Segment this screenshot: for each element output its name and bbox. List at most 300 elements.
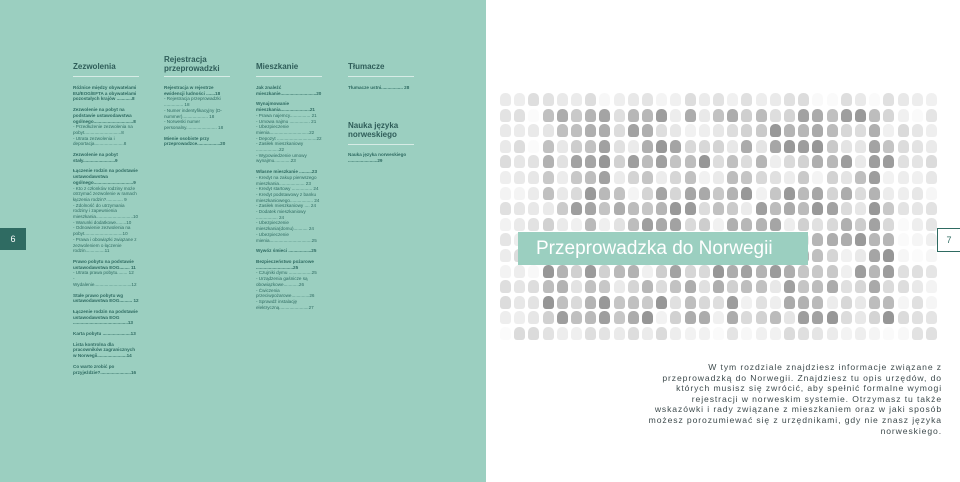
face-thumbnail bbox=[841, 280, 852, 293]
face-thumbnail bbox=[599, 311, 610, 324]
face-thumbnail bbox=[713, 311, 724, 324]
toc-section[interactable]: Stałe prawo pobytu wg ustawodawstwa EOG.......... 12 bbox=[73, 292, 139, 304]
toc-subsection[interactable]: - Rejestracja przeprowadzki ............... 18 bbox=[164, 96, 221, 108]
face-thumbnail bbox=[869, 202, 880, 215]
face-thumbnail bbox=[855, 296, 866, 309]
face-thumbnail bbox=[628, 311, 639, 324]
face-thumbnail bbox=[656, 265, 667, 278]
toc-subsection[interactable]: - Kredyt podstawowy z banku mieszkaniowego.................. 24 bbox=[256, 191, 320, 203]
page-number-left: 6 bbox=[0, 228, 26, 250]
toc-section[interactable]: Łączenie rodzin na podstawie ustawodawstwa EOG ...........................................13 bbox=[73, 308, 138, 326]
face-thumbnail bbox=[812, 93, 823, 106]
face-thumbnail bbox=[912, 93, 923, 106]
face-thumbnail bbox=[528, 296, 539, 309]
toc-subsection[interactable]: - Wypowiedzenie umowy wynajmu.............23 bbox=[256, 152, 307, 164]
face-thumbnail bbox=[543, 218, 554, 231]
face-thumbnail bbox=[770, 140, 781, 153]
column-title: Rejestracja przeprowadzki bbox=[164, 55, 220, 73]
face-thumbnail bbox=[784, 311, 795, 324]
face-thumbnail bbox=[500, 93, 511, 106]
face-thumbnail bbox=[812, 187, 823, 200]
face-thumbnail bbox=[827, 249, 838, 262]
toc-subsection[interactable]: - Wydalenie.............................12 bbox=[73, 276, 137, 287]
face-thumbnail bbox=[713, 124, 724, 137]
toc-section[interactable]: Zezwolenie na pobyt stały.........................9 bbox=[73, 152, 118, 163]
face-thumbnail bbox=[656, 218, 667, 231]
face-thumbnail bbox=[784, 296, 795, 309]
face-thumbnail bbox=[656, 109, 667, 122]
face-thumbnail bbox=[514, 280, 525, 293]
face-thumbnail bbox=[557, 218, 568, 231]
face-thumbnail bbox=[642, 93, 653, 106]
face-thumbnail bbox=[741, 155, 752, 168]
face-thumbnail bbox=[912, 311, 923, 324]
toc-subsection[interactable]: - Prawa najemcy................ 21 bbox=[256, 112, 317, 118]
toc-section[interactable]: Mienie osobiste przy przeprowadzce..................20 bbox=[164, 135, 226, 147]
face-thumbnail bbox=[926, 218, 937, 231]
face-thumbnail bbox=[912, 140, 923, 153]
toc-subsection[interactable]: - Sprawdź instalację elektryczną.......................27 bbox=[256, 298, 314, 310]
toc-section[interactable]: Karta pobytu ......................13 bbox=[73, 331, 136, 337]
face-thumbnail bbox=[812, 265, 823, 278]
toc-list bbox=[256, 85, 322, 310]
face-thumbnail bbox=[685, 202, 696, 215]
face-thumbnail bbox=[528, 280, 539, 293]
face-thumbnail bbox=[585, 218, 596, 231]
face-thumbnail bbox=[599, 280, 610, 293]
toc-section[interactable]: Wynajmowanie mieszkania.......................21 bbox=[256, 101, 315, 113]
face-thumbnail bbox=[756, 93, 767, 106]
toc-list bbox=[73, 85, 139, 375]
toc-subsection[interactable]: - Kredyt startowy ................ 24 bbox=[256, 186, 319, 192]
face-thumbnail bbox=[770, 124, 781, 137]
toc-section[interactable]: Wywóz śmieci ..................25 bbox=[256, 248, 317, 254]
face-thumbnail bbox=[798, 171, 809, 184]
column-title: Mieszkanie bbox=[256, 62, 299, 71]
face-thumbnail bbox=[741, 327, 752, 340]
face-thumbnail bbox=[599, 327, 610, 340]
face-thumbnail bbox=[798, 202, 809, 215]
face-thumbnail bbox=[670, 311, 681, 324]
face-thumbnail bbox=[713, 171, 724, 184]
face-thumbnail bbox=[798, 155, 809, 168]
face-thumbnail bbox=[713, 202, 724, 215]
face-thumbnail bbox=[827, 233, 838, 246]
face-thumbnail bbox=[926, 109, 937, 122]
face-thumbnail bbox=[656, 327, 667, 340]
face-thumbnail bbox=[500, 140, 511, 153]
face-thumbnail bbox=[614, 311, 625, 324]
face-thumbnail bbox=[699, 109, 710, 122]
face-thumbnail bbox=[756, 202, 767, 215]
face-thumbnail bbox=[585, 187, 596, 200]
toc-section[interactable]: Własne mieszkanie ..........23 bbox=[256, 169, 318, 175]
toc-subsection[interactable]: - Numer indentyfikacyjny (D-nummer).................... 18 bbox=[164, 107, 222, 119]
toc-subsection[interactable]: - Przedłużenie zezwolenia na pobyt.............................8 bbox=[73, 124, 133, 135]
face-thumbnail bbox=[741, 171, 752, 184]
toc-subsection[interactable]: - Ubezpieczenie mienia...............................22 bbox=[256, 124, 315, 135]
face-thumbnail bbox=[557, 124, 568, 137]
face-thumbnail bbox=[571, 124, 582, 137]
face-thumbnail bbox=[500, 171, 511, 184]
face-thumbnail bbox=[855, 233, 866, 246]
face-thumbnail bbox=[585, 171, 596, 184]
face-thumbnail bbox=[812, 202, 823, 215]
face-thumbnail bbox=[883, 171, 894, 184]
face-thumbnail bbox=[841, 109, 852, 122]
face-thumbnail bbox=[500, 124, 511, 137]
face-thumbnail bbox=[685, 155, 696, 168]
face-thumbnail bbox=[727, 280, 738, 293]
toc-section[interactable]: Co warto zrobić po przyjeździe?........................16 bbox=[73, 363, 137, 375]
face-thumbnail bbox=[827, 265, 838, 278]
face-thumbnail bbox=[656, 140, 667, 153]
face-thumbnail bbox=[898, 280, 909, 293]
face-thumbnail bbox=[869, 296, 880, 309]
face-thumbnail bbox=[685, 327, 696, 340]
face-thumbnail bbox=[614, 124, 625, 137]
face-thumbnail bbox=[514, 124, 525, 137]
face-thumbnail bbox=[628, 202, 639, 215]
face-thumbnail bbox=[642, 124, 653, 137]
face-thumbnail bbox=[841, 233, 852, 246]
face-thumbnail bbox=[770, 265, 781, 278]
face-thumbnail bbox=[784, 140, 795, 153]
face-thumbnail bbox=[898, 327, 909, 340]
face-thumbnail bbox=[642, 171, 653, 184]
face-thumbnail bbox=[543, 171, 554, 184]
face-thumbnail bbox=[883, 265, 894, 278]
face-thumbnail bbox=[741, 124, 752, 137]
face-thumbnail bbox=[784, 93, 795, 106]
toc-section[interactable]: Lista kontrolna dla pracowników zagranicznych w Norwegii.......................14 bbox=[73, 341, 136, 359]
face-thumbnail bbox=[827, 155, 838, 168]
toc-subsection[interactable]: - Ubezpieczenie mienia.................................25 bbox=[256, 231, 317, 243]
face-thumbnail bbox=[869, 311, 880, 324]
face-thumbnail bbox=[756, 265, 767, 278]
face-thumbnail bbox=[869, 124, 880, 137]
face-thumbnail bbox=[528, 202, 539, 215]
face-thumbnail bbox=[841, 249, 852, 262]
face-thumbnail bbox=[912, 171, 923, 184]
face-thumbnail bbox=[855, 171, 866, 184]
face-thumbnail bbox=[912, 109, 923, 122]
face-thumbnail bbox=[557, 93, 568, 106]
face-thumbnail bbox=[883, 109, 894, 122]
toc-subsection[interactable]: - Urządzenia gaśnicze są obowiązkowe............26 bbox=[256, 276, 308, 287]
face-thumbnail bbox=[699, 218, 710, 231]
face-thumbnail bbox=[756, 296, 767, 309]
face-thumbnail bbox=[855, 311, 866, 324]
face-thumbnail bbox=[898, 202, 909, 215]
face-thumbnail bbox=[841, 124, 852, 137]
face-thumbnail bbox=[685, 109, 696, 122]
toc-subsection[interactable]: - Ubezpieczenie mieszkania(domu)........... 24 bbox=[256, 220, 314, 232]
toc-subsection[interactable]: - Utrata zezwolenia i deportacja.......................8 bbox=[73, 135, 127, 147]
face-thumbnail bbox=[741, 265, 752, 278]
face-thumbnail bbox=[770, 187, 781, 200]
face-thumbnail bbox=[756, 109, 767, 122]
face-thumbnail bbox=[741, 218, 752, 231]
toc-subsection[interactable]: - Zdolność do utrzymania rodziny i zapewnienia mieszkania.............................10 bbox=[73, 202, 139, 220]
toc-section[interactable]: Zezwolenie na pobyt na podstawie ustawodawstwa ogólnego...............................8 bbox=[73, 107, 136, 124]
face-thumbnail bbox=[500, 155, 511, 168]
face-thumbnail bbox=[699, 265, 710, 278]
face-thumbnail bbox=[869, 249, 880, 262]
toc-section[interactable]: Rejestracja w rejestrze ewidencji ludności .......18 bbox=[164, 85, 221, 96]
face-thumbnail bbox=[756, 171, 767, 184]
face-thumbnail bbox=[585, 93, 596, 106]
toc-subsection[interactable]: - Umowa najmu ................ 21 bbox=[256, 118, 317, 124]
face-thumbnail bbox=[812, 140, 823, 153]
face-thumbnail bbox=[642, 311, 653, 324]
face-thumbnail bbox=[656, 280, 667, 293]
face-thumbnail bbox=[557, 280, 568, 293]
face-thumbnail bbox=[500, 249, 511, 262]
face-thumbnail bbox=[685, 171, 696, 184]
toc-subsection[interactable]: - Prawa i obowiązki związane z zezwoleniem o łączenie rodzin...............11 bbox=[73, 236, 137, 254]
face-thumbnail bbox=[656, 296, 667, 309]
toc-section[interactable]: Nauka języka norweskiego .......................29 bbox=[348, 152, 407, 163]
face-thumbnail bbox=[543, 311, 554, 324]
face-thumbnail bbox=[883, 296, 894, 309]
face-thumbnail bbox=[926, 327, 937, 340]
face-thumbnail bbox=[543, 202, 554, 215]
face-thumbnail bbox=[571, 93, 582, 106]
face-thumbnail bbox=[628, 124, 639, 137]
face-thumbnail bbox=[770, 280, 781, 293]
face-thumbnail bbox=[528, 171, 539, 184]
face-thumbnail bbox=[557, 187, 568, 200]
toc-subsection[interactable]: - Kredyt na zakup pierwszego mieszkania.................... 23 bbox=[256, 174, 317, 186]
face-thumbnail bbox=[756, 187, 767, 200]
face-thumbnail bbox=[770, 296, 781, 309]
face-thumbnail bbox=[614, 202, 625, 215]
face-thumbnail bbox=[855, 249, 866, 262]
face-thumbnail bbox=[614, 218, 625, 231]
face-thumbnail bbox=[571, 327, 582, 340]
toc-subsection[interactable]: - Zasiłek mieszkaniowy ..................22 bbox=[256, 141, 304, 153]
face-thumbnail bbox=[727, 311, 738, 324]
face-thumbnail bbox=[514, 171, 525, 184]
face-thumbnail bbox=[514, 202, 525, 215]
face-thumbnail bbox=[883, 233, 894, 246]
face-thumbnail bbox=[571, 171, 582, 184]
face-thumbnail bbox=[912, 187, 923, 200]
face-thumbnail bbox=[642, 327, 653, 340]
toc-subsection[interactable]: - Zasiłek mieszkaniowy .... 24 bbox=[256, 203, 316, 209]
toc-subsection[interactable]: - Warunki dodatkowe........10 bbox=[73, 219, 132, 225]
face-thumbnail bbox=[699, 327, 710, 340]
face-thumbnail bbox=[571, 265, 582, 278]
face-thumbnail bbox=[784, 327, 795, 340]
toc-section[interactable]: Różnice między obywatelami EU/EOG/EFTA a obywatelami pozostałych krajów ............8 bbox=[73, 85, 137, 102]
face-thumbnail bbox=[898, 218, 909, 231]
face-thumbnail bbox=[741, 187, 752, 200]
face-thumbnail bbox=[500, 280, 511, 293]
face-thumbnail bbox=[685, 124, 696, 137]
face-thumbnail bbox=[798, 280, 809, 293]
face-thumbnail bbox=[500, 311, 511, 324]
face-thumbnail bbox=[883, 202, 894, 215]
face-thumbnail bbox=[614, 265, 625, 278]
face-thumbnail bbox=[628, 265, 639, 278]
face-thumbnail bbox=[841, 327, 852, 340]
face-thumbnail bbox=[599, 171, 610, 184]
face-thumbnail bbox=[656, 124, 667, 137]
face-thumbnail bbox=[656, 311, 667, 324]
face-thumbnail bbox=[528, 140, 539, 153]
face-thumbnail bbox=[528, 187, 539, 200]
face-thumbnail bbox=[912, 233, 923, 246]
toc-subsection[interactable]: - Dodatek mieszkaniowy ................. 24 bbox=[256, 209, 306, 220]
face-thumbnail bbox=[514, 109, 525, 122]
face-thumbnail bbox=[883, 93, 894, 106]
face-thumbnail bbox=[543, 109, 554, 122]
face-thumbnail bbox=[670, 124, 681, 137]
face-thumbnail bbox=[827, 187, 838, 200]
face-thumbnail bbox=[770, 155, 781, 168]
face-thumbnail bbox=[926, 296, 937, 309]
face-thumbnail bbox=[543, 296, 554, 309]
face-thumbnail bbox=[500, 218, 511, 231]
face-thumbnail bbox=[599, 202, 610, 215]
face-thumbnail bbox=[514, 155, 525, 168]
face-thumbnail bbox=[812, 280, 823, 293]
face-thumbnail bbox=[685, 280, 696, 293]
face-thumbnail bbox=[898, 233, 909, 246]
face-thumbnail bbox=[727, 155, 738, 168]
toc-subsection[interactable]: - Czujniki dymu ..................25 bbox=[256, 270, 317, 276]
face-thumbnail bbox=[883, 327, 894, 340]
face-thumbnail bbox=[585, 296, 596, 309]
face-thumbnail bbox=[500, 265, 511, 278]
face-thumbnail bbox=[599, 265, 610, 278]
face-thumbnail bbox=[855, 265, 866, 278]
toc-section[interactable]: Łączenie rodzin na podstawie ustawodawstwa ogólnego...............................9 bbox=[73, 168, 138, 185]
toc-section[interactable]: Tłumacze ustni................. 28 bbox=[348, 85, 410, 90]
toc-subsection[interactable]: - Utrata prawa pobytu........ 12 bbox=[73, 270, 134, 276]
face-thumbnail bbox=[827, 280, 838, 293]
face-thumbnail bbox=[770, 202, 781, 215]
face-thumbnail bbox=[883, 280, 894, 293]
face-thumbnail bbox=[898, 296, 909, 309]
face-thumbnail bbox=[727, 327, 738, 340]
face-thumbnail bbox=[869, 109, 880, 122]
face-thumbnail bbox=[557, 140, 568, 153]
face-thumbnail bbox=[784, 202, 795, 215]
face-thumbnail bbox=[585, 311, 596, 324]
face-thumbnail bbox=[599, 140, 610, 153]
face-thumbnail bbox=[770, 93, 781, 106]
face-thumbnail bbox=[812, 311, 823, 324]
face-thumbnail bbox=[614, 140, 625, 153]
face-thumbnail bbox=[543, 265, 554, 278]
face-thumbnail bbox=[528, 93, 539, 106]
face-thumbnail bbox=[514, 327, 525, 340]
face-thumbnail bbox=[585, 202, 596, 215]
toc-subsection[interactable]: - Norweski numer personalny........................ 18 bbox=[164, 119, 224, 130]
face-thumbnail bbox=[827, 124, 838, 137]
face-thumbnail bbox=[571, 140, 582, 153]
face-thumbnail bbox=[571, 155, 582, 168]
face-thumbnail bbox=[557, 202, 568, 215]
face-thumbnail bbox=[514, 311, 525, 324]
face-thumbnail bbox=[628, 187, 639, 200]
toc-section[interactable]: Bezpieczeństwo pożarowe .............................25 bbox=[256, 258, 314, 270]
face-thumbnail bbox=[869, 140, 880, 153]
face-thumbnail bbox=[912, 296, 923, 309]
face-thumbnail bbox=[500, 202, 511, 215]
toc-subsection[interactable]: - Depozyt ...............................22 bbox=[256, 135, 322, 141]
chapter-title: Przeprowadzka do Norwegii bbox=[536, 238, 773, 259]
face-thumbnail bbox=[500, 327, 511, 340]
face-thumbnail bbox=[926, 140, 937, 153]
face-thumbnail bbox=[770, 327, 781, 340]
face-thumbnail bbox=[784, 265, 795, 278]
toc-section[interactable]: Jak znaleźć mieszkanie............................20 bbox=[256, 85, 322, 96]
face-thumbnail bbox=[543, 140, 554, 153]
face-thumbnail bbox=[741, 311, 752, 324]
face-thumbnail bbox=[670, 218, 681, 231]
face-thumbnail bbox=[571, 109, 582, 122]
face-thumbnail bbox=[898, 187, 909, 200]
face-thumbnail bbox=[869, 327, 880, 340]
face-thumbnail bbox=[614, 171, 625, 184]
face-thumbnail bbox=[756, 327, 767, 340]
face-thumbnail bbox=[500, 109, 511, 122]
face-thumbnail bbox=[841, 296, 852, 309]
face-thumbnail bbox=[841, 171, 852, 184]
face-thumbnail bbox=[614, 296, 625, 309]
face-thumbnail bbox=[784, 155, 795, 168]
face-thumbnail bbox=[628, 327, 639, 340]
face-thumbnail bbox=[571, 202, 582, 215]
face-thumbnail bbox=[699, 311, 710, 324]
face-thumbnail bbox=[798, 140, 809, 153]
face-thumbnail bbox=[827, 296, 838, 309]
toc-section[interactable]: Prawo pobytu na podstawie ustawodawstwa EOG........ 11 bbox=[73, 258, 136, 270]
face-thumbnail bbox=[642, 187, 653, 200]
face-thumbnail bbox=[926, 171, 937, 184]
face-thumbnail bbox=[756, 124, 767, 137]
face-thumbnail bbox=[898, 93, 909, 106]
face-thumbnail bbox=[883, 187, 894, 200]
face-thumbnail bbox=[628, 296, 639, 309]
toc-subsection[interactable]: - Odnowienie zezwolenia na pobyt..............................10 bbox=[73, 225, 131, 237]
face-thumbnail bbox=[571, 187, 582, 200]
face-thumbnail bbox=[571, 296, 582, 309]
face-thumbnail bbox=[784, 218, 795, 231]
face-thumbnail bbox=[500, 187, 511, 200]
face-thumbnail bbox=[599, 296, 610, 309]
face-thumbnail bbox=[898, 311, 909, 324]
face-thumbnail bbox=[926, 93, 937, 106]
face-thumbnail bbox=[727, 124, 738, 137]
toc-list bbox=[164, 85, 230, 147]
face-thumbnail bbox=[812, 124, 823, 137]
face-thumbnail bbox=[841, 265, 852, 278]
face-thumbnail bbox=[756, 218, 767, 231]
face-thumbnail bbox=[685, 187, 696, 200]
face-thumbnail bbox=[784, 280, 795, 293]
face-thumbnail bbox=[713, 93, 724, 106]
face-thumbnail bbox=[827, 140, 838, 153]
face-thumbnail bbox=[898, 265, 909, 278]
toc-subsection[interactable]: - Kto z członków rodziny może otrzymać zezwolenie w ramach łączenia rodzin?............. 9 bbox=[73, 185, 137, 202]
face-thumbnail bbox=[614, 280, 625, 293]
toc-subsection[interactable]: - Ćwiczenia przeciwpożarowe..............26 bbox=[256, 287, 315, 299]
